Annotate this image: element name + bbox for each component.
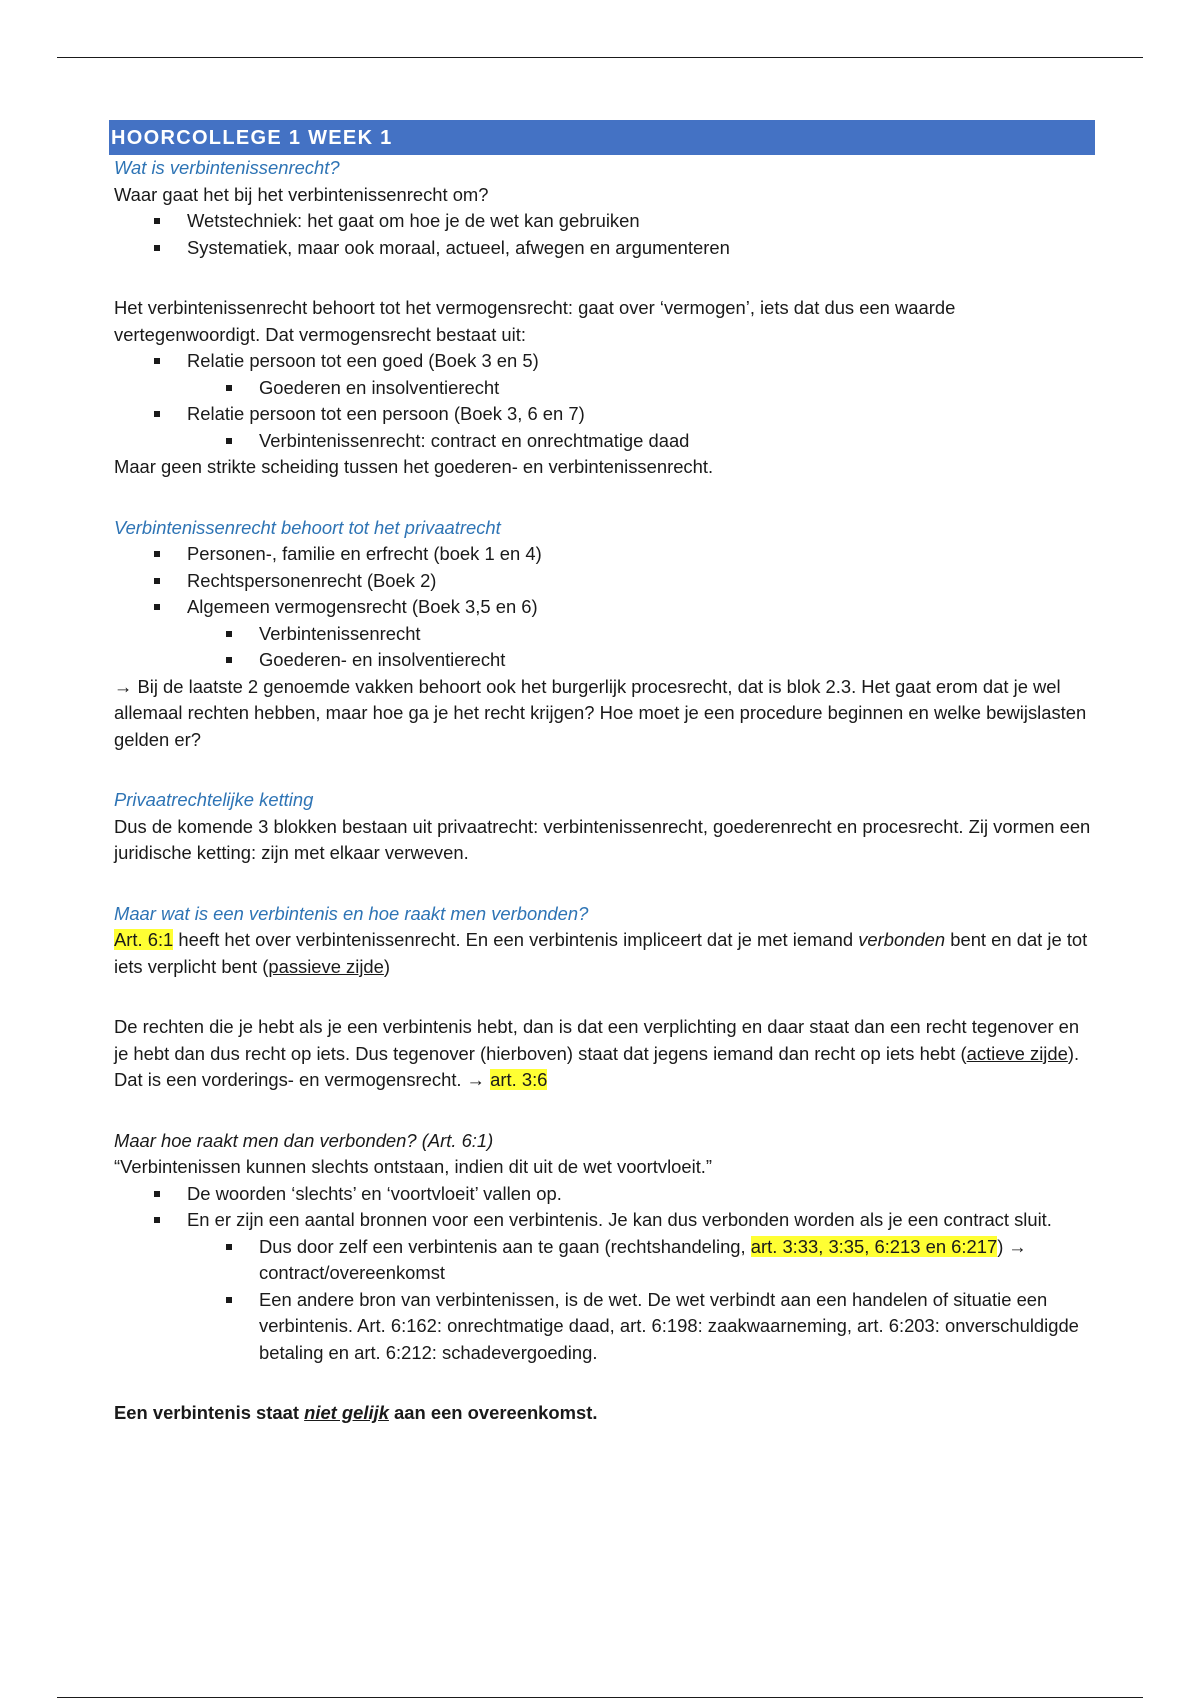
sub-list-item: Een andere bron van verbintenissen, is de wet. De wet verbindt aan een handelen of situatie een verbintenis. Art. 6:162: onrechtmatige daad, art. 6:198: zaakwaarneming, art. 6:203: onverschuldigde betaling en art. 6:212: schadevergoeding. [114,1287,1094,1367]
sub-list-item: Dus door zelf een verbintenis aan te gaan (rechtshandeling, art. 3:33, 3:35, 6:213 en 6:217) → contract/overeenkomst [114,1234,1094,1287]
conclusion: Een verbintenis staat niet gelijk aan een overeenkomst. [114,1402,598,1423]
section-heading-3: Privaatrechtelijke ketting [114,789,314,810]
list-item-label: Relatie persoon tot een goed (Boek 3 en 5) [187,350,539,371]
list-item: Wetstechniek: het gaat om hoe je de wet kan gebruiken [114,208,1094,235]
list-item: Systematiek, maar ook moraal, actueel, afwegen en argumenteren [114,235,1094,262]
section2-paragraph: → Bij de laatste 2 genoemde vakken behoort ook het burgerlijk procesrecht, dat is blok 2.3. Het gaat erom dat je wel allemaal rechten hebben, maar hoe ga je het recht krijgen? Hoe moet je een procedure beginnen en welke bewijslasten gelden er? [114,675,1087,750]
highlight-art-6-1: Art. 6:1 [114,929,174,950]
underline-passieve-zijde: passieve zijde [268,955,384,977]
sub-list-item: Goederen en insolventierecht [114,375,1094,402]
privaatrecht-list [114,541,1094,674]
document-body [111,120,1094,1427]
section1-paragraph: Het verbintenissenrecht behoort tot het vermogensrecht: gaat over ‘vermogen’, iets dat dus een waarde vertegenwoordigt. Dat vermogensrecht bestaat uit: [114,297,956,345]
highlight-articles: art. 3:33, 3:35, 6:213 en 6:217 [750,1235,998,1257]
list-item-label: Relatie persoon tot een persoon (Boek 3, 6 en 7) [187,403,585,424]
list-item-label: En er zijn een aantal bronnen voor een verbintenis. Je kan dus verbonden worden als je een contract sluit. [187,1209,1052,1230]
list-item [114,348,1094,401]
section-heading-1: Wat is verbintenissenrecht? [114,157,340,178]
sub-list-item: Verbintenissenrecht: contract en onrechtmatige daad [114,428,1094,455]
emphasis-niet-gelijk: niet gelijk [304,1402,389,1423]
section5-list [114,1181,1094,1367]
bottom-rule [57,1697,1143,1698]
section1-intro: Waar gaat het bij het verbintenissenrecht om? [114,183,489,205]
section4-paragraph-1: Art. 6:1 heeft het over verbintenissenrecht. En een verbintenis impliceert dat je met iemand verbonden bent en dat je tot iets verplicht bent (passieve zijde) [114,929,1088,977]
list-item: Personen-, familie en erfrecht (boek 1 en 4) [114,541,1094,568]
section1-closing: Maar geen strikte scheiding tussen het goederen- en verbintenissenrecht. [114,456,714,477]
list-item: Rechtspersonenrecht (Boek 2) [114,568,1094,595]
emphasis-verbonden: verbonden [858,929,946,950]
underline-actieve-zijde: actieve zijde [966,1042,1068,1064]
list-item: De woorden ‘slechts’ en ‘voortvloeit’ vallen op. [114,1181,1094,1208]
list-item-label: Algemeen vermogensrecht (Boek 3,5 en 6) [187,596,538,617]
section-heading-5: Maar hoe raakt men dan verbonden? (Art. 6:1) [114,1129,494,1151]
section1-bullets [114,208,1094,261]
law-quote: “Verbintenissen kunnen slechts ontstaan, indien dit uit de wet voortvloeit.” [114,1156,713,1177]
list-item [114,594,1094,674]
top-rule [57,57,1143,58]
list-item [114,1207,1094,1366]
section4-paragraph-2: De rechten die je hebt als je een verbintenis hebt, dan is dat een verplichting en daar staat dan een recht tegenover en je hebt dan dus recht op iets. Dus tegenover (hierboven) staat dat jegens iemand dan recht op iets hebt (actieve zijde). Dat is een vorderings- en vermogensrecht. → art. 3:6 [114,1016,1080,1090]
section-heading-4: Maar wat is een verbintenis en hoe raakt men verbonden? [114,902,589,924]
section3-paragraph: Dus de komende 3 blokken bestaan uit privaatrecht: verbintenissenrecht, goederenrecht en procesrecht. Zij vormen een juridische ketting: zijn met elkaar verweven. [114,815,1091,863]
sub-list-item: Goederen- en insolventierecht [114,647,1094,674]
highlight-art-3-6: art. 3:6 [490,1069,548,1090]
page-title: HOORCOLLEGE 1 WEEK 1 [109,120,1095,155]
list-item [114,401,1094,454]
section-heading-2: Verbintenissenrecht behoort tot het privaatrecht [114,516,501,538]
vermogensrecht-list [114,348,1094,454]
sub-list-item: Verbintenissenrecht [114,621,1094,648]
